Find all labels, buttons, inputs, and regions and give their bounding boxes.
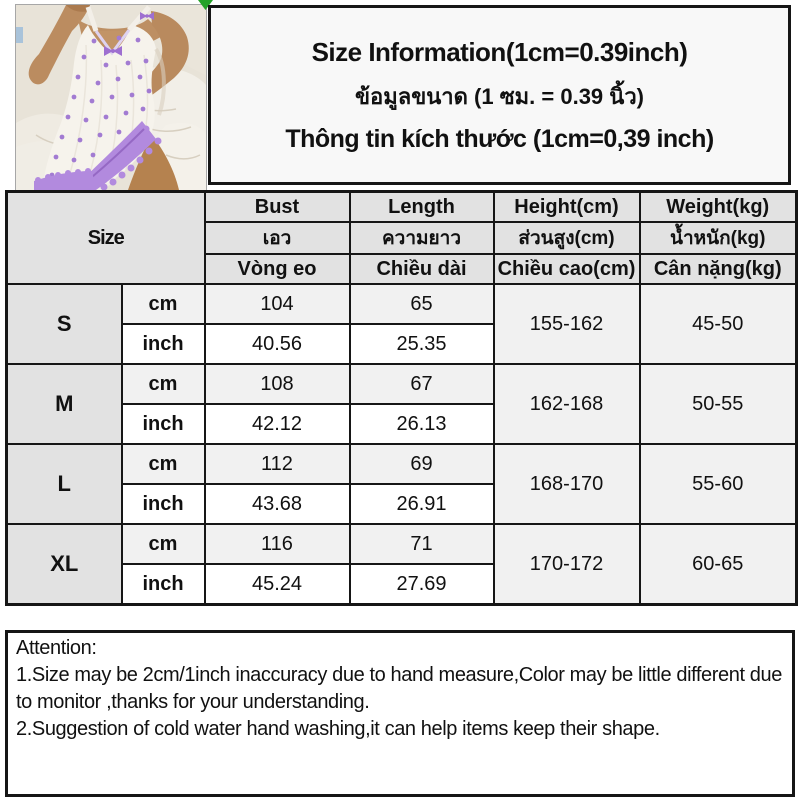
height-cell: 155-162 — [494, 284, 640, 364]
unit-cell: inch — [122, 404, 205, 444]
title-line-english: Size Information(1cm=0.39inch) — [311, 36, 688, 67]
bust-inch-cell: 40.56 — [205, 324, 350, 364]
unit-cell: cm — [122, 524, 205, 564]
weight-cell: 45-50 — [640, 284, 797, 364]
length-cm-cell: 65 — [350, 284, 494, 324]
length-inch-cell: 26.13 — [350, 404, 494, 444]
size-letter-cell: L — [7, 444, 122, 524]
unit-cell: inch — [122, 484, 205, 524]
length-cm-cell: 69 — [350, 444, 494, 484]
header-cell-length-vi: Chiều dài — [350, 254, 494, 284]
height-cell: 170-172 — [494, 524, 640, 605]
header-cell-length-th: ความยาว — [350, 222, 494, 254]
bust-cm-cell: 104 — [205, 284, 350, 324]
bust-cm-cell: 108 — [205, 364, 350, 404]
title-line-vietnamese: Thông tin kích thước (1cm=0,39 inch) — [285, 124, 714, 153]
length-cm-cell: 67 — [350, 364, 494, 404]
unit-cell: cm — [122, 284, 205, 324]
unit-cell: inch — [122, 324, 205, 364]
weight-cell: 55-60 — [640, 444, 797, 524]
unit-cell: cm — [122, 364, 205, 404]
header-cell-bust-th: เอว — [205, 222, 350, 254]
unit-cell: cm — [122, 444, 205, 484]
attention-box — [5, 630, 795, 797]
product-photo — [16, 5, 206, 190]
weight-cell: 50-55 — [640, 364, 797, 444]
bust-cm-cell: 112 — [205, 444, 350, 484]
title-line-thai: ข้อมูลขนาด (1 ซม. = 0.39 นิ้ว) — [354, 83, 644, 109]
attention-note-2: 2.Suggestion of cold water hand washing,it can help items keep their shape. — [16, 718, 660, 740]
header-cell-weight: Weight(kg) — [640, 192, 797, 223]
size-header-cell: Size — [7, 192, 205, 285]
table-row — [7, 364, 797, 404]
header-cell-height-th: ส่วนสูง(cm) — [494, 222, 640, 254]
attention-note-1: 1.Size may be 2cm/1inch inaccuracy due to hand measure,Color may be little different due to monitor ,thanks for your understanding. — [16, 664, 782, 713]
height-cell: 168-170 — [494, 444, 640, 524]
header-cell-length: Length — [350, 192, 494, 223]
length-inch-cell: 25.35 — [350, 324, 494, 364]
attention-title: Attention: — [16, 637, 97, 659]
table-row — [7, 284, 797, 324]
bust-inch-cell: 42.12 — [205, 404, 350, 444]
table-row — [7, 524, 797, 564]
weight-cell: 60-65 — [640, 524, 797, 605]
table-row — [7, 444, 797, 484]
header-cell-height-vi: Chiều cao(cm) — [494, 254, 640, 284]
product-photo-illustration — [16, 5, 206, 190]
length-cm-cell: 71 — [350, 524, 494, 564]
size-table — [5, 190, 798, 606]
table-header-row-en — [7, 192, 797, 223]
title-box — [208, 5, 791, 185]
height-cell: 162-168 — [494, 364, 640, 444]
bust-cm-cell: 116 — [205, 524, 350, 564]
length-inch-cell: 27.69 — [350, 564, 494, 605]
size-letter-cell: XL — [7, 524, 122, 605]
header-cell-bust-vi: Vòng eo — [205, 254, 350, 284]
header-cell-bust: Bust — [205, 192, 350, 223]
unit-cell: inch — [122, 564, 205, 605]
bust-inch-cell: 45.24 — [205, 564, 350, 605]
size-letter-cell: M — [7, 364, 122, 444]
size-letter-cell: S — [7, 284, 122, 364]
header-cell-weight-th: น้ำหนัก(kg) — [640, 222, 797, 254]
header-cell-height: Height(cm) — [494, 192, 640, 223]
length-inch-cell: 26.91 — [350, 484, 494, 524]
bust-inch-cell: 43.68 — [205, 484, 350, 524]
header-cell-weight-vi: Cân nặng(kg) — [640, 254, 797, 284]
